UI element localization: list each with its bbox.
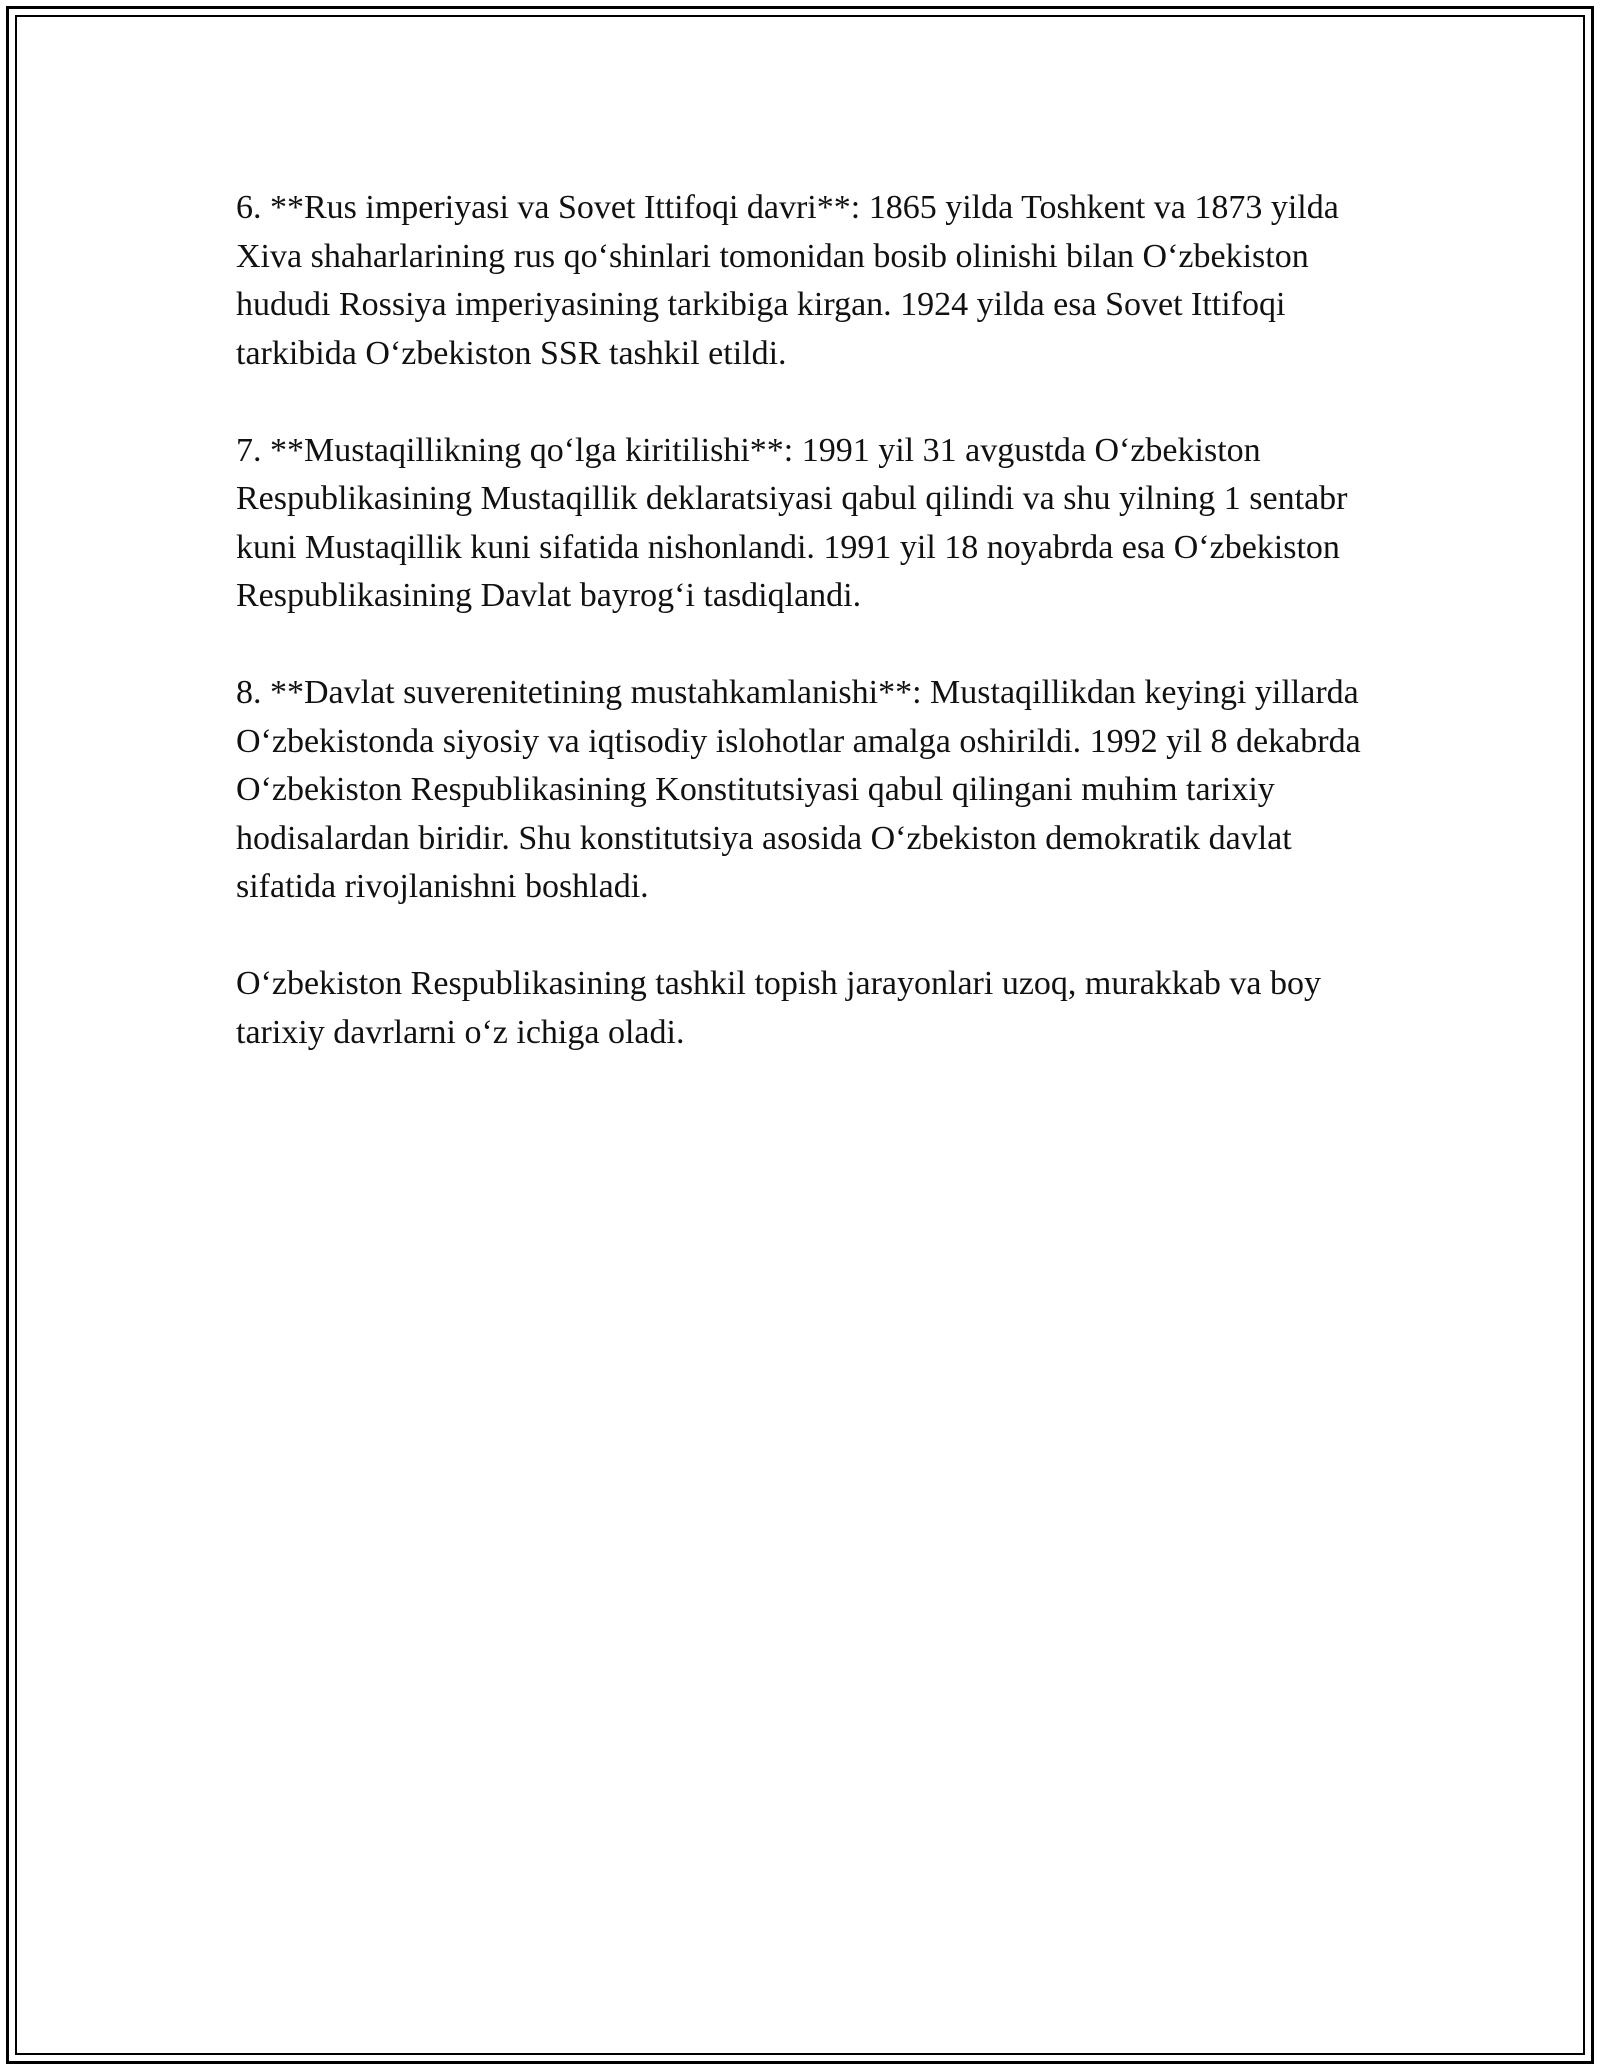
- document-body: [236, 184, 1366, 1106]
- paragraph-independence-gained: 7. **Mustaqillikning qo‘lga kiritilishi**: 1991 yil 31 avgustda O‘zbekiston Respublikasining Mustaqillik deklaratsiyasi qabul qilindi va shu yilning 1 sentabr kuni Mustaqillik kuni sifatida nishonlandi. 1991 yil 18 noyabrda esa O‘zbekiston Respublikasining Davlat bayrog‘i tasdiqlandi.: [236, 431, 1348, 614]
- paragraph-sovereignty-strengthening: 8. **Davlat suverenitetining mustahkamlanishi**: Mustaqillikdan keyingi yillarda O‘zbekistonda siyosiy va iqtisodiy islohotlar amalga oshirildi. 1992 yil 8 dekabrda O‘zbekiston Respublikasining Konstitutsiyasi qabul qilingani muhim tarixiy hodisalardan biridir. Shu konstitutsiya asosida O‘zbekiston demokratik davlat sifatida rivojlanishni boshladi.: [236, 674, 1361, 905]
- paragraph-conclusion: O‘zbekiston Respublikasining tashkil topish jarayonlari uzoq, murakkab va boy tarixiy davrlarni o‘z ichiga oladi.: [236, 965, 1321, 1051]
- paragraph-russian-soviet-period: 6. **Rus imperiyasi va Sovet Ittifoqi davri**: 1865 yilda Toshkent va 1873 yilda Xiva shaharlarining rus qo‘shinlari tomonidan bosib olinishi bilan O‘zbekiston hududi Rossiya imperiyasining tarkibiga kirgan. 1924 yilda esa Sovet Ittifoqi tarkibida O‘zbekiston SSR tashkil etildi.: [236, 189, 1339, 372]
